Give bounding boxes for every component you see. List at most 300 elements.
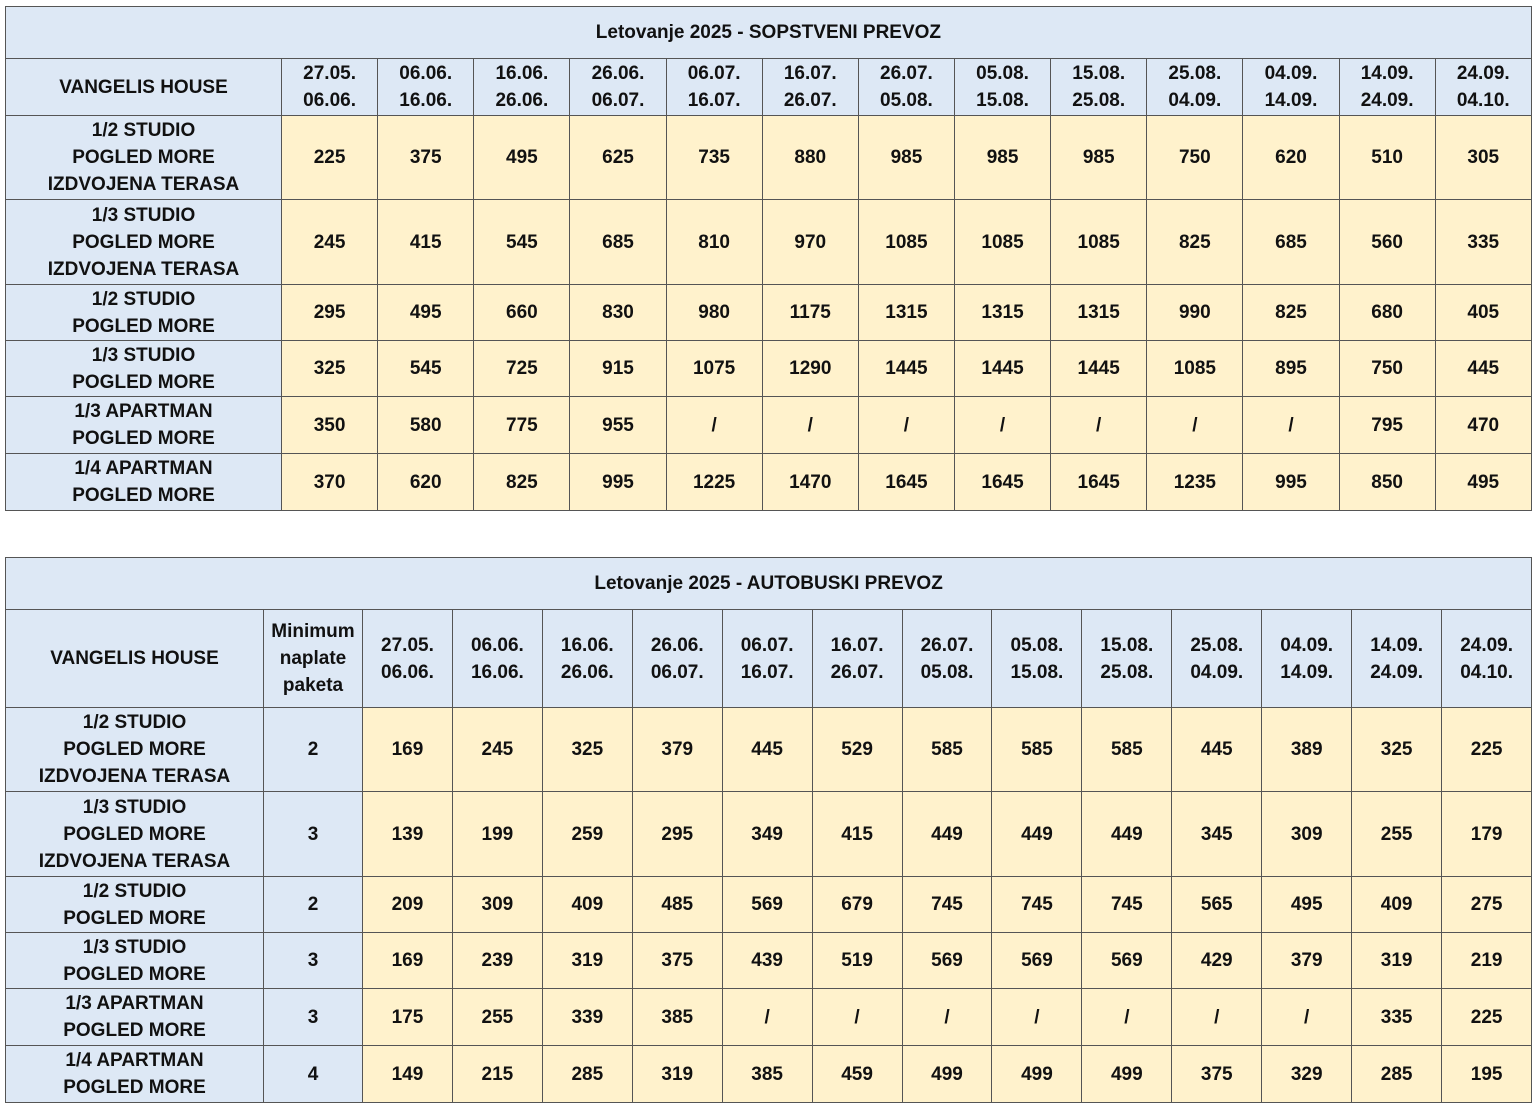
period-start-date: 24.09. [1460, 634, 1514, 656]
price-cell: 1085 [1147, 341, 1243, 397]
room-row [6, 933, 1532, 989]
price-cell: 325 [282, 341, 378, 397]
price-cell: 1645 [1051, 454, 1147, 511]
price-cell: 685 [570, 200, 666, 285]
price-cell: 825 [474, 454, 570, 511]
period-start-date: 16.07. [830, 634, 884, 656]
price-cell: 139 [363, 792, 453, 877]
period-end-date: 24.09. [1370, 661, 1424, 683]
price-cell: 169 [363, 933, 453, 989]
price-cell: / [902, 989, 992, 1046]
price-cell: 325 [542, 708, 632, 792]
price-cell: 745 [992, 877, 1082, 933]
price-cell: 309 [452, 877, 542, 933]
price-cell: 545 [474, 200, 570, 285]
price-cell: 1445 [954, 341, 1050, 397]
period-start-date: 15.08. [1100, 634, 1154, 656]
period-end-date: 26.07. [830, 661, 884, 683]
period-header [542, 610, 632, 708]
period-header [992, 610, 1082, 708]
price-cell: / [1147, 397, 1243, 454]
price-cell: 245 [282, 200, 378, 285]
price-cell: 880 [762, 116, 858, 200]
price-cell: 745 [902, 877, 992, 933]
price-cell: 429 [1172, 933, 1262, 989]
price-cell: 529 [812, 708, 902, 792]
price-cell: 349 [722, 792, 812, 877]
room-type-line: POGLED MORE [63, 823, 206, 845]
price-cell: 439 [722, 933, 812, 989]
price-cell: 445 [1435, 341, 1531, 397]
price-cell: 179 [1442, 792, 1532, 877]
price-cell: 225 [1442, 708, 1532, 792]
room-type-name [6, 792, 264, 877]
price-cell: 580 [378, 397, 474, 454]
price-table-bus-transport [5, 557, 1532, 1103]
price-cell: 985 [1051, 116, 1147, 200]
minimum-header-line: Minimum [271, 621, 355, 642]
room-row [6, 285, 1532, 341]
table-title: Letovanje 2025 - AUTOBUSKI PREVOZ [6, 558, 1532, 610]
period-end-date: 04.10. [1460, 661, 1514, 683]
period-header [378, 59, 474, 116]
price-cell: / [722, 989, 812, 1046]
price-cell: 255 [1352, 792, 1442, 877]
price-cell: 415 [378, 200, 474, 285]
price-cell: 175 [363, 989, 453, 1046]
room-type-line: 1/3 STUDIO [82, 796, 187, 818]
price-cell: 485 [632, 877, 722, 933]
room-row [6, 708, 1532, 792]
room-type-name [6, 877, 264, 933]
price-cell: 569 [722, 877, 812, 933]
period-header [632, 610, 722, 708]
period-header-row [6, 610, 1532, 708]
price-cell: 225 [282, 116, 378, 200]
price-cell: 339 [542, 989, 632, 1046]
room-row [6, 792, 1532, 877]
price-cell: 625 [570, 116, 666, 200]
period-end-date: 26.06. [495, 90, 549, 111]
price-cell: 585 [1082, 708, 1172, 792]
room-type-name [6, 116, 282, 200]
price-cell: / [812, 989, 902, 1046]
room-type-name [6, 285, 282, 341]
price-cell: 795 [1339, 397, 1435, 454]
room-type-name [6, 397, 282, 454]
price-cell: 810 [666, 200, 762, 285]
price-cell: 569 [1082, 933, 1172, 989]
price-cell: 245 [452, 708, 542, 792]
price-cell: 445 [1172, 708, 1262, 792]
period-header [1082, 610, 1172, 708]
period-header [954, 59, 1050, 116]
room-type-name [6, 933, 264, 989]
room-type-line: POGLED MORE [63, 739, 206, 760]
price-table-own-transport [5, 6, 1532, 511]
room-row [6, 454, 1532, 511]
price-cell: 545 [378, 341, 474, 397]
price-cell: 449 [992, 792, 1082, 877]
price-cell: 405 [1435, 285, 1531, 341]
price-cell: 499 [902, 1046, 992, 1103]
period-header [570, 59, 666, 116]
price-cell: 1445 [1051, 341, 1147, 397]
price-cell: 149 [363, 1046, 453, 1103]
period-end-date: 06.07. [650, 661, 704, 683]
price-cell: 915 [570, 341, 666, 397]
price-cell: 259 [542, 792, 632, 877]
period-header [282, 59, 378, 116]
minimum-payment-value: 2 [264, 877, 363, 933]
price-cell: 569 [902, 933, 992, 989]
price-cell: / [1262, 989, 1352, 1046]
price-cell: 329 [1262, 1046, 1352, 1103]
price-cell: 680 [1339, 285, 1435, 341]
room-type-line: 1/2 STUDIO [91, 288, 196, 310]
price-cell: 825 [1147, 200, 1243, 285]
room-type-line: 1/3 APARTMAN [65, 993, 204, 1014]
price-cell: 169 [363, 708, 453, 792]
period-header [1352, 610, 1442, 708]
price-cell: / [858, 397, 954, 454]
price-cell: 379 [632, 708, 722, 792]
period-start-date: 25.08. [1190, 634, 1244, 656]
price-cell: / [666, 397, 762, 454]
period-start-date: 16.06. [560, 634, 614, 656]
price-cell: 335 [1352, 989, 1442, 1046]
price-cell: 199 [452, 792, 542, 877]
price-cell: 679 [812, 877, 902, 933]
period-start-date: 06.06. [470, 634, 524, 656]
price-cell: / [762, 397, 858, 454]
room-type-line: 1/2 STUDIO [82, 880, 187, 902]
period-header [1262, 610, 1352, 708]
table-title: Letovanje 2025 - SOPSTVENI PREVOZ [6, 7, 1532, 59]
period-header [1435, 59, 1531, 116]
period-end-date: 06.06. [303, 90, 356, 111]
period-start-date: 06.07. [687, 63, 741, 84]
price-cell: 375 [378, 116, 474, 200]
period-start-date: 05.08. [976, 63, 1029, 84]
price-cell: 495 [1262, 877, 1352, 933]
price-cell: 239 [452, 933, 542, 989]
period-header [452, 610, 542, 708]
price-cell: 685 [1243, 200, 1339, 285]
price-cell: 295 [632, 792, 722, 877]
price-cell: 830 [570, 285, 666, 341]
period-end-date: 25.08. [1100, 661, 1154, 683]
title-row [6, 7, 1532, 59]
price-cell: 775 [474, 397, 570, 454]
price-cell: 385 [722, 1046, 812, 1103]
room-type-line: POGLED MORE [72, 428, 215, 449]
price-cell: / [954, 397, 1050, 454]
price-cell: 495 [1435, 454, 1531, 511]
price-cell: 955 [570, 397, 666, 454]
room-type-line: POGLED MORE [63, 1020, 206, 1041]
period-end-date: 05.08. [920, 661, 974, 683]
period-end-date: 16.07. [687, 90, 741, 111]
price-cell: 389 [1262, 708, 1352, 792]
room-type-line: POGLED MORE [72, 371, 215, 393]
price-cell: 735 [666, 116, 762, 200]
price-cell: 285 [1352, 1046, 1442, 1103]
price-cell: 560 [1339, 200, 1435, 285]
price-cell: 990 [1147, 285, 1243, 341]
room-type-line: 1/3 STUDIO [91, 204, 196, 226]
period-start-date: 16.07. [783, 63, 837, 84]
price-cell: 750 [1147, 116, 1243, 200]
period-start-date: 04.09. [1280, 634, 1334, 656]
price-cell: 225 [1442, 989, 1532, 1046]
room-type-name [6, 200, 282, 285]
price-cell: 409 [542, 877, 632, 933]
room-type-line: POGLED MORE [72, 147, 215, 168]
period-header [1172, 610, 1262, 708]
price-cell: 215 [452, 1046, 542, 1103]
period-start-date: 26.06. [650, 634, 704, 656]
minimum-payment-value: 3 [264, 989, 363, 1046]
price-cell: 449 [1082, 792, 1172, 877]
price-cell: 1290 [762, 341, 858, 397]
period-start-date: 24.09. [1456, 63, 1510, 84]
room-type-line: IZDVOJENA TERASA [38, 766, 231, 787]
price-cell: 415 [812, 792, 902, 877]
period-start-date: 25.08. [1168, 63, 1222, 84]
period-header [858, 59, 954, 116]
price-cell: 1315 [858, 285, 954, 341]
room-type-name [6, 454, 282, 511]
period-end-date: 16.06. [470, 661, 524, 683]
price-cell: 309 [1262, 792, 1352, 877]
price-cell: 319 [1352, 933, 1442, 989]
price-cell: 1235 [1147, 454, 1243, 511]
price-cell: 385 [632, 989, 722, 1046]
price-cell: 995 [1243, 454, 1339, 511]
room-row [6, 200, 1532, 285]
room-type-line: POGLED MORE [63, 963, 206, 985]
period-start-date: 27.05. [303, 63, 356, 84]
price-cell: 375 [1172, 1046, 1262, 1103]
price-cell: 510 [1339, 116, 1435, 200]
minimum-payment-value: 4 [264, 1046, 363, 1103]
price-cell: 1645 [858, 454, 954, 511]
period-header-row [6, 59, 1532, 116]
period-end-date: 06.06. [381, 661, 434, 683]
price-cell: 350 [282, 397, 378, 454]
price-cell: 519 [812, 933, 902, 989]
period-end-date: 05.08. [880, 90, 933, 111]
price-cell: 1085 [1051, 200, 1147, 285]
price-cell: 850 [1339, 454, 1435, 511]
minimum-payment-value: 3 [264, 933, 363, 989]
room-row [6, 116, 1532, 200]
room-type-line: IZDVOJENA TERASA [38, 850, 231, 872]
price-cell: 585 [902, 708, 992, 792]
room-type-name [6, 341, 282, 397]
price-cell: 449 [902, 792, 992, 877]
price-cell: 209 [363, 877, 453, 933]
price-cell: 569 [992, 933, 1082, 989]
price-cell: / [1051, 397, 1147, 454]
period-end-date: 26.06. [560, 661, 614, 683]
price-cell: 325 [1352, 708, 1442, 792]
minimum-header-line: paketa [282, 675, 344, 696]
price-cell: 1445 [858, 341, 954, 397]
price-cell: 319 [632, 1046, 722, 1103]
price-cell: 370 [282, 454, 378, 511]
price-cell: 499 [992, 1046, 1082, 1103]
price-cell: 980 [666, 285, 762, 341]
title-row [6, 558, 1532, 610]
price-cell: / [1172, 989, 1262, 1046]
price-cell: 495 [474, 116, 570, 200]
period-header [1442, 610, 1532, 708]
room-type-line: POGLED MORE [63, 1077, 206, 1098]
price-cell: 379 [1262, 933, 1352, 989]
minimum-payment-value: 3 [264, 792, 363, 877]
period-end-date: 04.09. [1190, 661, 1244, 683]
period-end-date: 15.08. [1010, 661, 1064, 683]
room-type-name [6, 708, 264, 792]
price-cell: 335 [1435, 200, 1531, 285]
price-cell: 585 [992, 708, 1082, 792]
room-row [6, 877, 1532, 933]
price-cell: 305 [1435, 116, 1531, 200]
period-header [666, 59, 762, 116]
minimum-payment-header [264, 610, 363, 708]
room-type-line: IZDVOJENA TERASA [47, 174, 240, 195]
price-cell: 1085 [858, 200, 954, 285]
price-cell: 970 [762, 200, 858, 285]
price-cell: 295 [282, 285, 378, 341]
period-header [812, 610, 902, 708]
period-end-date: 14.09. [1280, 661, 1334, 683]
room-type-line: 1/3 APARTMAN [74, 401, 213, 422]
minimum-payment-value: 2 [264, 708, 363, 792]
price-cell: 1225 [666, 454, 762, 511]
price-cell: 375 [632, 933, 722, 989]
period-start-date: 04.09. [1264, 63, 1318, 84]
period-end-date: 25.08. [1072, 90, 1126, 111]
room-type-line: 1/2 STUDIO [82, 712, 187, 733]
period-end-date: 24.09. [1360, 90, 1414, 111]
period-header [722, 610, 812, 708]
price-cell: 620 [378, 454, 474, 511]
room-type-line: POGLED MORE [63, 907, 206, 929]
period-header [1243, 59, 1339, 116]
price-cell: 825 [1243, 285, 1339, 341]
price-cell: 1075 [666, 341, 762, 397]
period-header [762, 59, 858, 116]
price-cell: 985 [954, 116, 1050, 200]
period-start-date: 27.05. [381, 634, 434, 656]
price-cell: 275 [1442, 877, 1532, 933]
price-cell: 1645 [954, 454, 1050, 511]
price-cell: 319 [542, 933, 632, 989]
period-start-date: 16.06. [495, 63, 549, 84]
room-row [6, 989, 1532, 1046]
room-type-line: 1/3 STUDIO [82, 936, 187, 958]
period-end-date: 26.07. [783, 90, 837, 111]
price-cell: / [1082, 989, 1172, 1046]
room-type-name [6, 1046, 264, 1103]
period-header [902, 610, 992, 708]
property-name: VANGELIS HOUSE [6, 59, 282, 116]
period-start-date: 05.08. [1010, 634, 1064, 656]
price-cell: 219 [1442, 933, 1532, 989]
period-start-date: 14.09. [1370, 634, 1424, 656]
price-cell: 1175 [762, 285, 858, 341]
price-cell: / [992, 989, 1082, 1046]
period-end-date: 04.10. [1456, 90, 1510, 111]
period-end-date: 16.07. [740, 661, 794, 683]
price-cell: 660 [474, 285, 570, 341]
price-cell: 995 [570, 454, 666, 511]
period-end-date: 14.09. [1264, 90, 1318, 111]
room-type-line: POGLED MORE [72, 315, 215, 337]
price-cell: 459 [812, 1046, 902, 1103]
period-start-date: 06.07. [740, 634, 794, 656]
period-header [1051, 59, 1147, 116]
period-header [1339, 59, 1435, 116]
room-type-line: POGLED MORE [72, 231, 215, 253]
price-cell: 285 [542, 1046, 632, 1103]
room-row [6, 1046, 1532, 1103]
period-start-date: 26.06. [591, 63, 645, 84]
room-type-name [6, 989, 264, 1046]
price-cell: 255 [452, 989, 542, 1046]
price-cell: 409 [1352, 877, 1442, 933]
period-header [363, 610, 453, 708]
period-header [474, 59, 570, 116]
price-cell: 745 [1082, 877, 1172, 933]
price-cell: 1315 [954, 285, 1050, 341]
period-end-date: 15.08. [976, 90, 1029, 111]
room-type-line: 1/3 STUDIO [91, 344, 196, 366]
property-name: VANGELIS HOUSE [6, 610, 264, 708]
price-cell: 345 [1172, 792, 1262, 877]
room-type-line: IZDVOJENA TERASA [47, 258, 240, 280]
period-end-date: 06.07. [591, 90, 645, 111]
period-start-date: 06.06. [399, 63, 453, 84]
period-start-date: 26.07. [920, 634, 974, 656]
price-cell: 895 [1243, 341, 1339, 397]
price-cell: 499 [1082, 1046, 1172, 1103]
room-type-line: POGLED MORE [72, 485, 215, 506]
price-cell: 725 [474, 341, 570, 397]
price-cell: 1315 [1051, 285, 1147, 341]
price-cell: 495 [378, 285, 474, 341]
room-type-line: 1/4 APARTMAN [74, 458, 213, 479]
period-end-date: 16.06. [399, 90, 453, 111]
price-cell: 1470 [762, 454, 858, 511]
room-type-line: 1/2 STUDIO [91, 120, 196, 141]
period-start-date: 26.07. [880, 63, 933, 84]
room-row [6, 341, 1532, 397]
price-cell: 445 [722, 708, 812, 792]
price-cell: / [1243, 397, 1339, 454]
price-cell: 750 [1339, 341, 1435, 397]
period-end-date: 04.09. [1168, 90, 1222, 111]
room-type-line: 1/4 APARTMAN [65, 1050, 204, 1071]
price-cell: 470 [1435, 397, 1531, 454]
period-start-date: 15.08. [1072, 63, 1126, 84]
minimum-header-line: naplate [279, 648, 347, 669]
period-header [1147, 59, 1243, 116]
period-start-date: 14.09. [1360, 63, 1414, 84]
